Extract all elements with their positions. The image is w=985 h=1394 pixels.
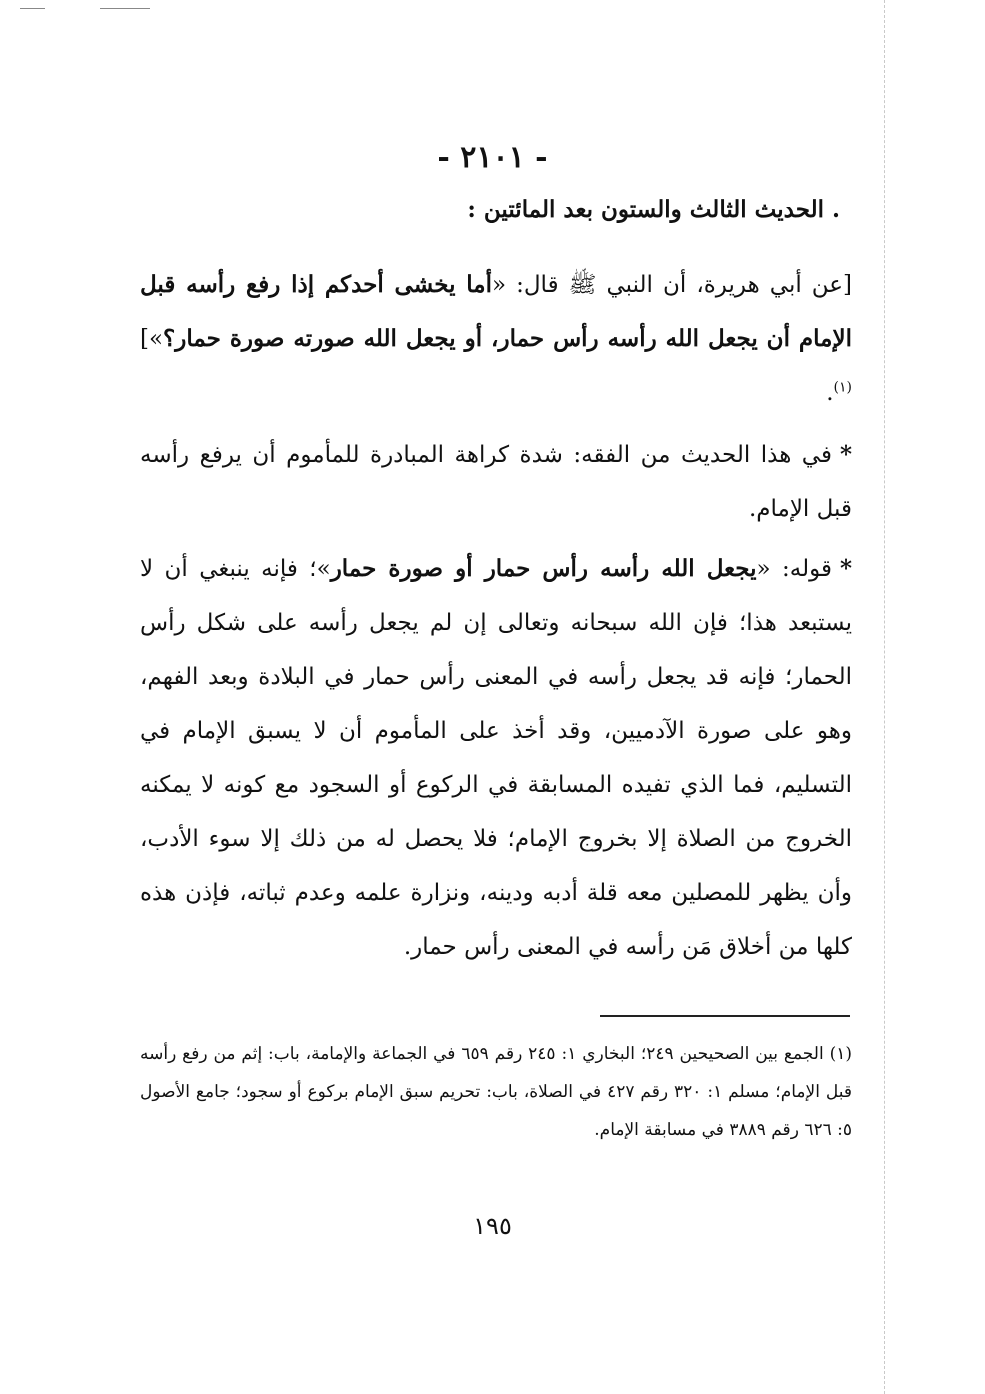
hadith-end: .: [826, 380, 834, 406]
footnote-reference: (١): [833, 379, 852, 396]
bullet-star: *: [839, 555, 853, 582]
fiqh-paragraph: [140, 428, 852, 536]
section-heading: . الحديث الثالث والستون بعد المائتين :: [467, 196, 840, 223]
fiqh-text: في هذا الحديث من الفقه: شدة كراهة المبادرة للمأموم أن يرفع رأسه قبل الإمام.: [140, 442, 852, 522]
commentary-text: »؛ فإنه ينبغي أن لا يستبعد هذا؛ فإن الله سبحانه وتعالى إن لم يجعل رأسه على شكل رأس الحمار؛ فإنه قد يجعل رأسه في المعنى رأس حمار في البلادة وبعد الفهم، وهو على صورة الآدميين، وقد أخذ على المأموم أن لا يسبق الإمام في التسليم، فما الذي تفيده المسابقة في الركوع أو السجود مع كونه لا يمكنه الخروج من الصلاة إلا بخروج الإمام؛ فلا يحصل له من ذلك إلا سوء الأدب، وأن يظهر للمصلين معه قلة أدبه ودينه، ونزارة علمه وعدم ثباته، فإذن هذه كلها من أخلاق مَن رأسه في المعنى رأس حمار.: [140, 556, 852, 960]
scan-edge-line: [884, 0, 885, 1394]
footnote-divider: [600, 1015, 850, 1017]
hadith-number: - ٢١٠١ -: [437, 140, 548, 175]
bullet-star: *: [839, 441, 852, 468]
footnote-text: الجمع بين الصحيحين ٢٤٩؛ البخاري ١: ٢٤٥ رقم ٦٥٩ في الجماعة والإمامة، باب: إثم من رفع رأسه قبل الإمام؛ مسلم ١: ٣٢٠ رقم ٤٢٧ في الصلاة، باب: تحريم سبق الإمام بركوع أو سجود؛ جامع الأصول ٥: ٦٢٦ رقم ٣٨٨٩ في مسابقة الإمام.: [140, 1044, 852, 1140]
commentary-quote: يجعل الله رأسه رأس حمار أو صورة حمار: [330, 555, 757, 582]
hadith-intro: [عن أبي هريرة، أن النبي ﷺ قال: «: [491, 272, 852, 298]
commentary-lead: قوله: «: [756, 556, 832, 582]
footnote-number: (١): [829, 1044, 852, 1064]
commentary-paragraph: [140, 542, 852, 974]
scan-mark: [100, 8, 150, 9]
page-number: ١٩٥: [473, 1212, 512, 1240]
hadith-close: »]: [140, 326, 164, 352]
hadith-text: أما يخشى أحدكم إذا رفع رأسه قبل الإمام أن يجعل الله رأسه رأس حمار، أو يجعل الله صورته صورة حمار؟: [140, 271, 852, 352]
hadith-paragraph: [140, 258, 852, 420]
footnote: [140, 1035, 852, 1149]
scan-mark: [20, 8, 45, 9]
